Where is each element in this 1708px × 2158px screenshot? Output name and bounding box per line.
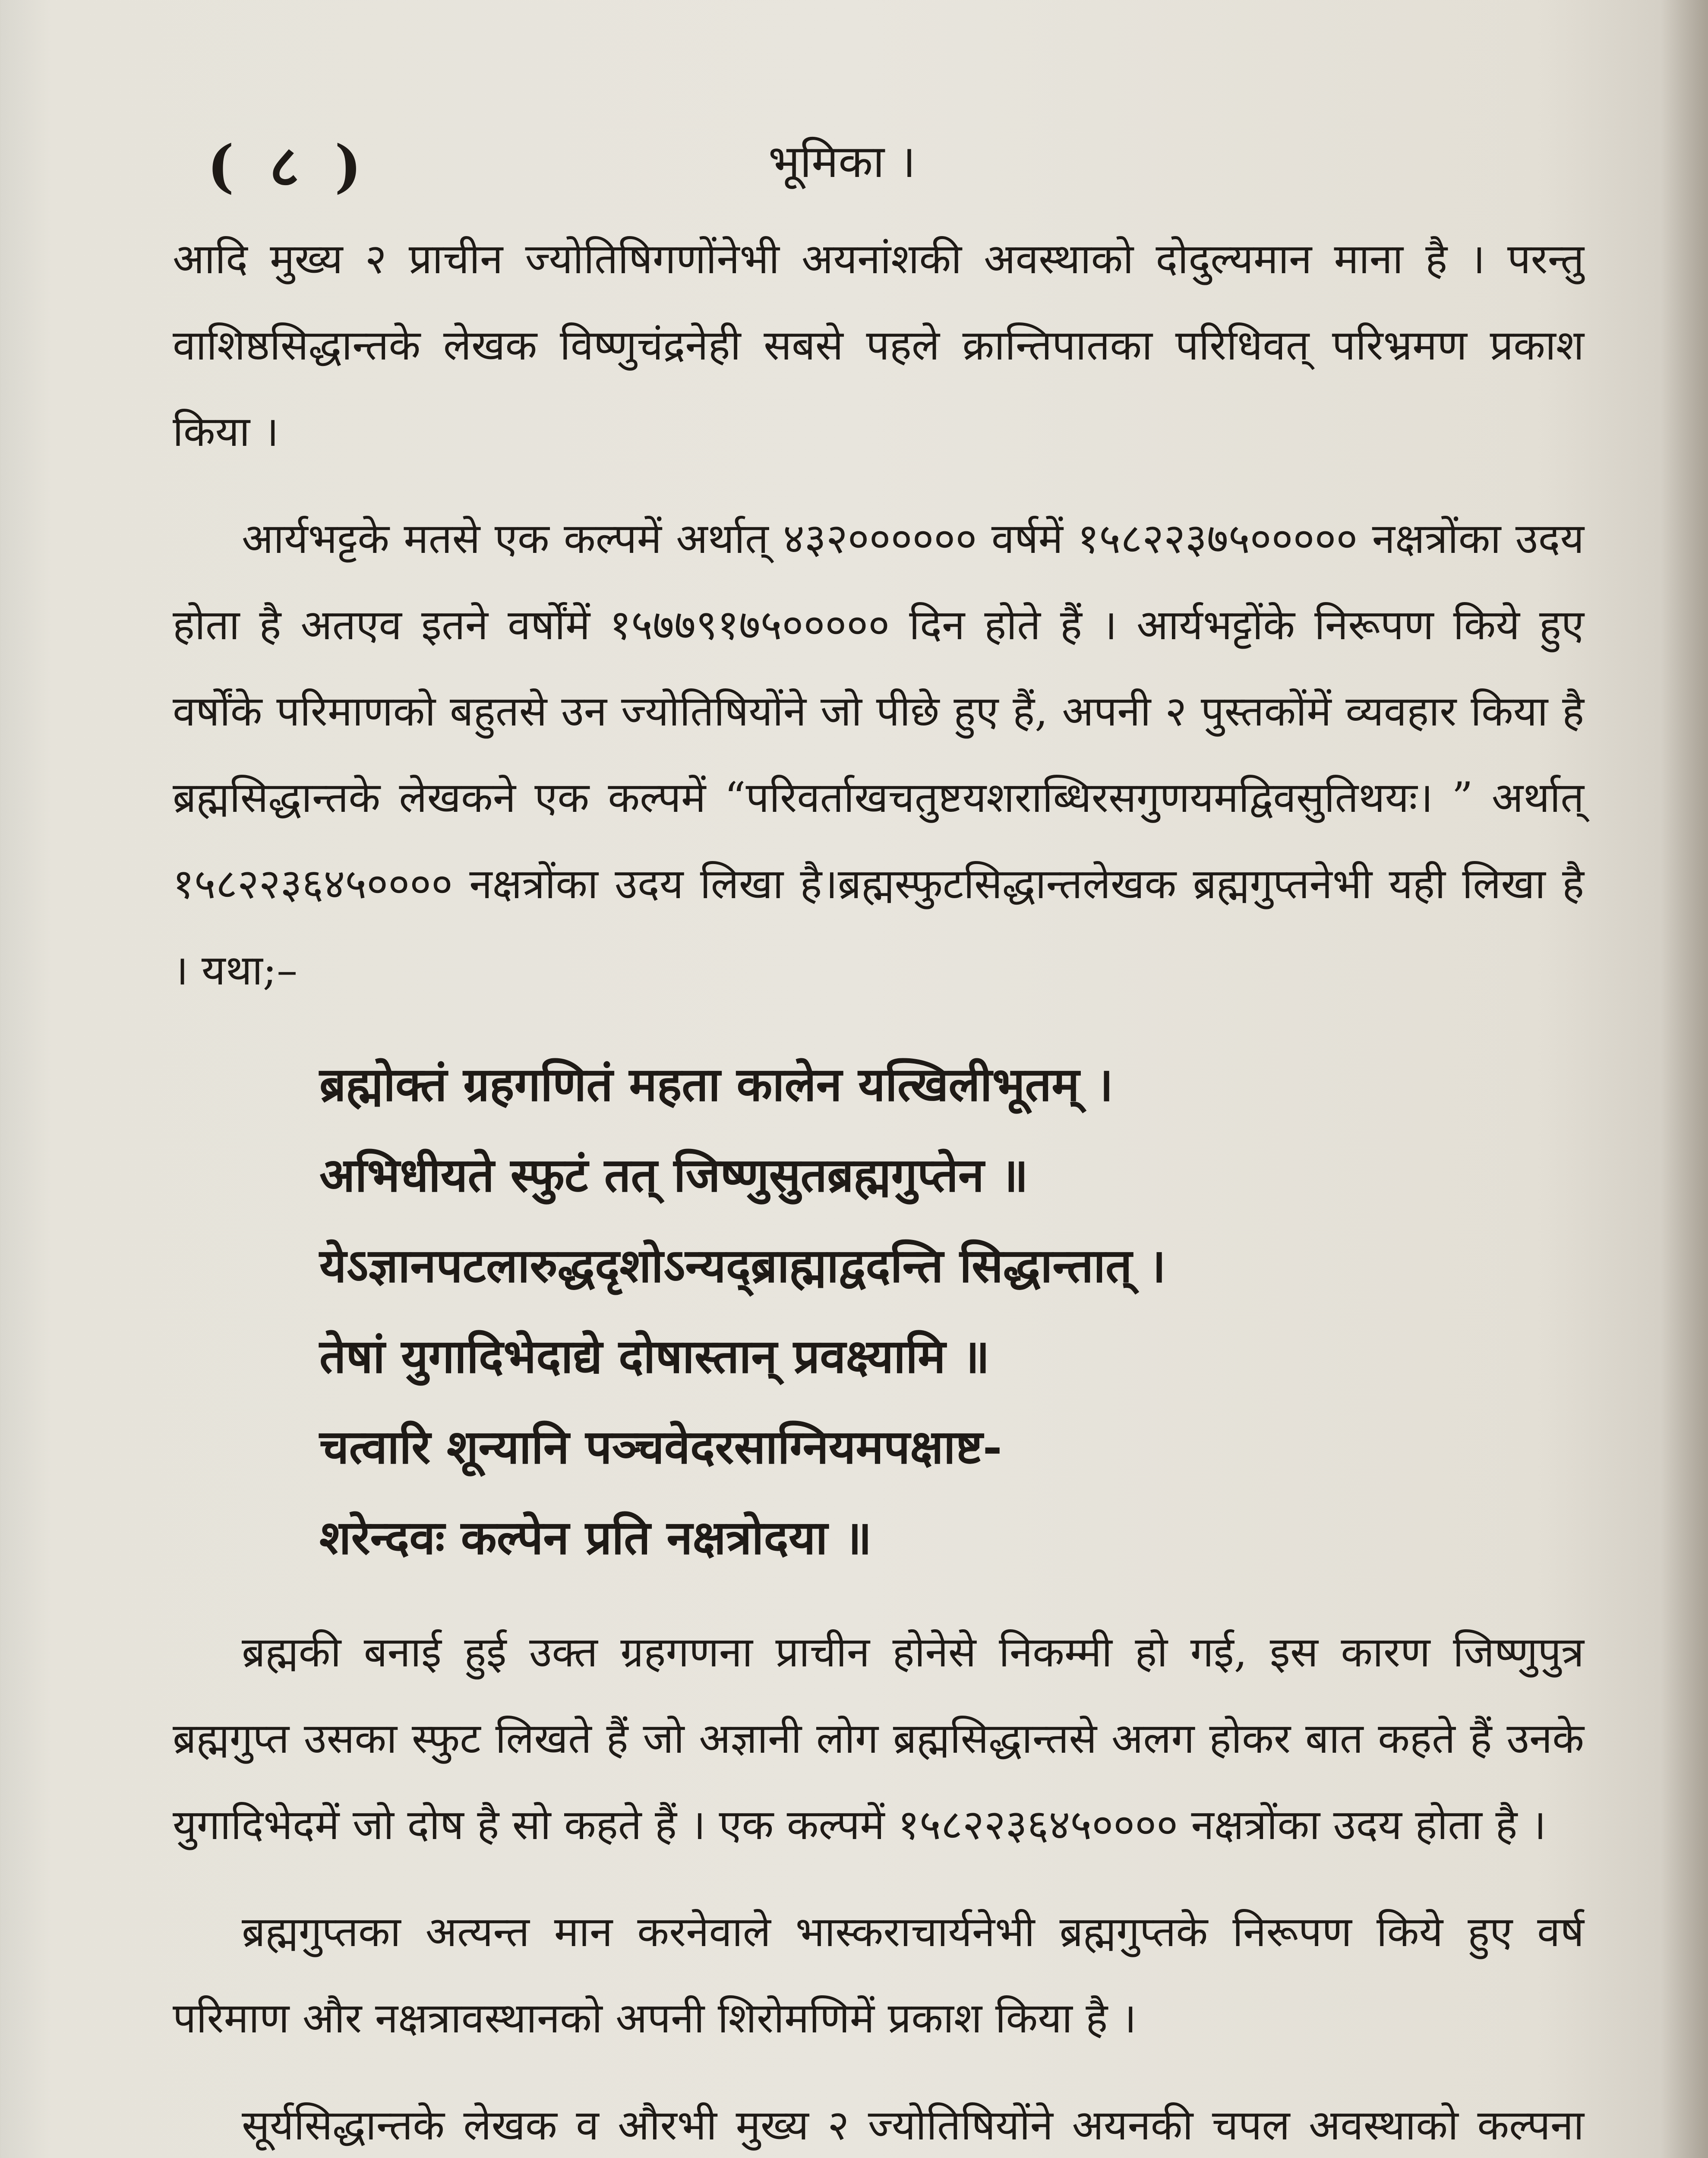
body-text bbox=[173, 216, 1584, 2158]
verse-line: शरेन्दवः कल्पेन प्रति नक्षत्रोदया ॥ bbox=[319, 1511, 872, 1565]
page-header bbox=[207, 125, 1588, 211]
paragraph: आर्यभट्टके मतसे एक कल्पमें अर्थात् ४३२०००००० वर्षमें १५८२२३७५००००० नक्षत्रोंका उदय होता है अतएव इतने वर्षोंमें १५७७९१७५००००० दिन होते हैं । आर्यभट्टोंके निरूपण किये हुए वर्षोंके परिमाणको बहुतसे उन ज्योतिषियोंने जो पीछे हुए हैं, अपनी २ पुस्तकोंमें व्यवहार किया है ब्रह्मसिद्धान्तके लेखकने एक कल्पमें “परिवर्ताखचतुष्टयशराब्धिरसगुणयमद्विवसुतिथयः। ” अर्थात् १५८२२३६४५०००० नक्षत्रोंका उदय लिखा है।ब्रह्मस्फुटसिद्धान्तलेखक ब्रह्मगुप्तनेभी यही लिखा है । यथा;– bbox=[173, 514, 1584, 994]
page-edge-shadow bbox=[1661, 0, 1708, 2158]
page-number: ( ८ ) bbox=[207, 133, 369, 200]
verse-line: तेषां युगादिभेदाद्ये दोषास्तान् प्रवक्ष्यामि ॥ bbox=[319, 1329, 990, 1384]
verse-line: ब्रह्मोक्तं ग्रहगणितं महता कालेन यत्खिलीभूतम् । bbox=[319, 1057, 1114, 1112]
verse-line: येऽज्ञानपटलारुद्धदृशोऽन्यद्ब्राह्माद्वदन्ति सिद्धान्तात् । bbox=[319, 1239, 1166, 1293]
running-title: भूमिका । bbox=[768, 135, 916, 188]
paragraph: सूर्यसिद्धान्तके लेखक व औरभी मुख्य २ ज्योतिषियोंने अयनकी चपल अवस्थाको कल्पना bbox=[242, 2101, 1584, 2149]
sanskrit-verse bbox=[319, 1039, 1584, 1583]
verse-line: चत्वारि शून्यानि पञ्चवेदरसाग्नियमपक्षाष्ट- bbox=[319, 1420, 1002, 1474]
paragraph: ब्रह्मकी बनाई हुई उक्त ग्रहगणना प्राचीन होनेसे निकम्मी हो गई, इस कारण जिष्णुपुत्र ब्रह्मगुप्त उसका स्फुट लिखते हैं जो अज्ञानी लोग ब्रह्मसिद्धान्तसे अलग होकर बात कहते हैं उनके युगादिभेदमें जो दोष है सो कहते हैं । एक कल्पमें १५८२२३६४५०००० नक्षत्रोंका उदय होता है । bbox=[173, 1628, 1584, 1849]
paragraph: आदि मुख्य २ प्राचीन ज्योतिषिगणोंनेभी अयनांशकी अवस्थाको दोदुल्यमान माना है । परन्तु वाशिष्ठसिद्धान्तके लेखक विष्णुचंद्रनेही सबसे पहले क्रान्तिपातका परिधिवत् परिभ्रमण प्रकाश किया । bbox=[173, 235, 1584, 456]
verse-line: अभिधीयते स्फुटं तत् जिष्णुसुतब्रह्मगुप्तेन ॥ bbox=[319, 1148, 1029, 1202]
paragraph: ब्रह्मगुप्तका अत्यन्त मान करनेवाले भास्कराचार्यनेभी ब्रह्मगुप्तके निरूपण किये हुए वर्ष परिमाण और नक्षत्रावस्थानको अपनी शिरोमणिमें प्रकाश किया है । bbox=[173, 1908, 1584, 2042]
